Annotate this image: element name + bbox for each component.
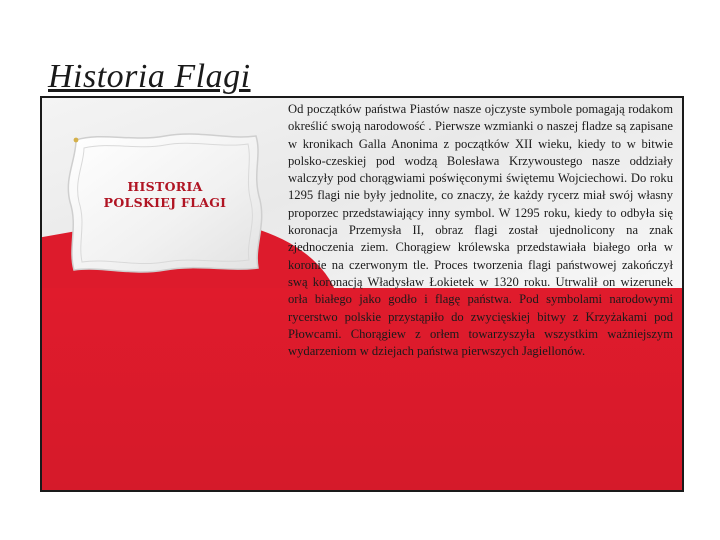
slide-title: Historia Flagi <box>48 58 251 95</box>
emblem-caption <box>62 179 268 211</box>
history-paragraph: Od początków państwa Piastów nasze ojczyste symbole pomagają rodakom określić swoją narodowość . Pierwsze wzmianki o naszej fladze są zapisane w kronikach Galla Anonima z początków XII wieku, kiedy to w bitwie polsko-czeskiej pod wodzą Bolesława Krzywoustego nasze oddziały walczyły pod chorągwiami poświęconymi świętemu Wojciechowi. Do roku 1295 flagi nie były jednolite, co znaczy, że każdy rycerz miał swój własny proporzec przedstawiający inny symbol. W 1295 roku, kiedy to odbyła się koronacja Przemysła II, obraz flagi został ujednolicony na znak zjednoczenia ziem. Chorągiew królewska przedstawiała białego orła w koronie na czerwonym tle. Proces tworzenia flagi państwowej zakończył swą koronacją Władysław Łokietek w 1320 roku. Utrwalił on wizerunek orła białego jako godło i flagę państwa. Pod symbolami narodowymi rycerstwo polskie przystąpiło do zwycięskiej bitwy z Krzyżakami pod Płowcami. Chorągiew z orłem towarzyszyła wszystkim ważniejszym wydarzeniom w dziejach państwa pierwszych Jagiellonów. <box>288 102 673 359</box>
emblem-line-2: POLSKIEJ FLAGI <box>103 195 227 210</box>
emblem-line-1: HISTORIA <box>127 179 203 194</box>
